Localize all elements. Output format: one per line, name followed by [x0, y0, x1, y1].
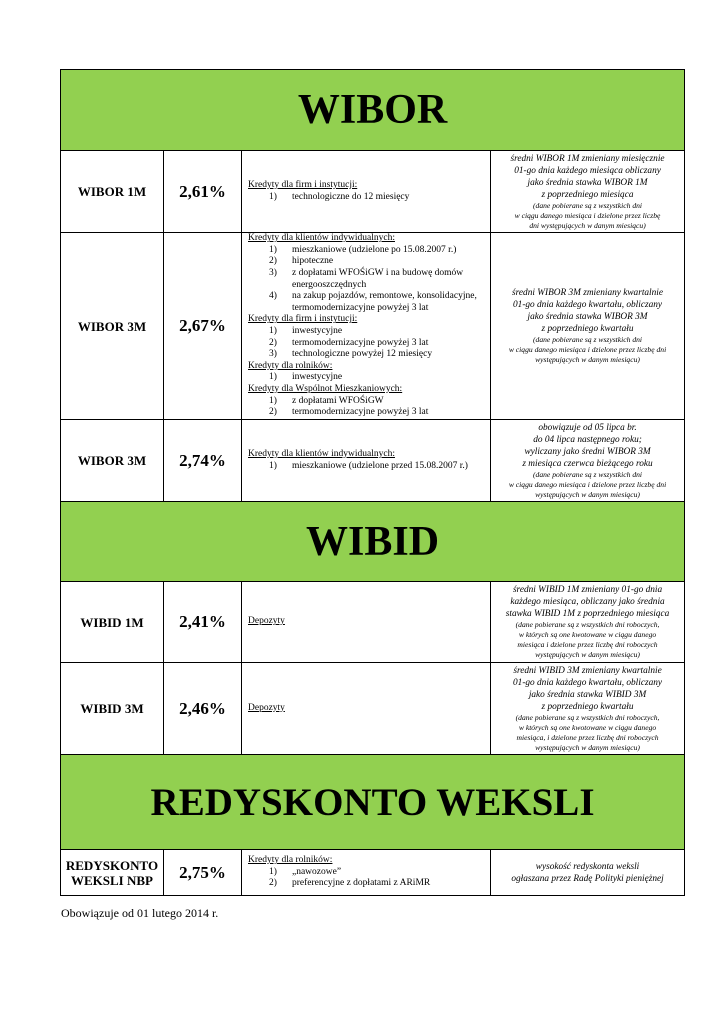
- rate-value: 2,74%: [164, 420, 242, 502]
- effective-date-note: Obowiązuje od 01 lutego 2014 r.: [61, 906, 219, 920]
- list-item: [269, 372, 486, 384]
- rate-note: [491, 420, 685, 502]
- rate-name: WIBOR 1M: [61, 151, 164, 233]
- rate-description: [242, 233, 491, 420]
- credit-group-title: Kredyty dla firm i instytucji:: [248, 314, 358, 325]
- note-line: wyliczany jako średni WIBOR 3M: [524, 446, 651, 457]
- credit-list: [248, 192, 486, 204]
- list-item: [269, 338, 486, 350]
- note-small-line: (dane pobierane są z wszystkich dni roboczych,: [515, 620, 660, 629]
- list-item-text: technologiczne powyżej 12 miesięcy: [292, 349, 433, 360]
- note-small-line: (dane pobierane są z wszystkich dni: [533, 200, 643, 210]
- note-small-line: miesiąca, i dzielone przez liczbę dni roboczych: [516, 732, 659, 742]
- note-line: jako średnia stawka WIBID 3M: [528, 689, 647, 700]
- list-item-number: 4): [269, 291, 277, 302]
- deposits-link[interactable]: Depozyty: [248, 702, 285, 713]
- list-item-number: 3): [269, 349, 277, 360]
- list-item-text: termomodernizacyjne powyżej 3 lat: [292, 337, 429, 348]
- note-line: 01-go dnia każdego kwartału, obliczany: [513, 677, 663, 688]
- list-item-number: 2): [269, 256, 277, 267]
- rate-note: [491, 850, 685, 896]
- note-small-line: dni występujących w danym miesiącu): [529, 220, 646, 230]
- rate-note: [491, 151, 685, 233]
- note-line: do 04 lipca następnego roku;: [533, 434, 642, 445]
- list-item-number: 2): [269, 407, 277, 418]
- credit-list: [248, 245, 486, 315]
- section-header-redyskonto: [61, 755, 685, 850]
- list-item-text: technologiczne do 12 miesięcy: [292, 191, 410, 202]
- note-line: 01-go dnia każdego miesiąca obliczany: [514, 165, 661, 176]
- list-item-number: 1): [269, 244, 277, 255]
- table-row: [61, 582, 685, 663]
- list-item-text: inwestycyjne: [292, 372, 343, 383]
- list-item-text: hipoteczne: [292, 256, 334, 267]
- list-item: [269, 256, 486, 268]
- section-title: REDYSKONTO WEKSLI: [150, 780, 595, 824]
- rate-description: [242, 850, 491, 896]
- note-line: średni WIBID 1M zmieniany 01-go dnia: [512, 585, 663, 595]
- note-line: każdego miesiąca, obliczany jako średnia: [510, 597, 665, 607]
- note-line: średni WIBOR 3M zmieniany kwartalnie: [512, 288, 663, 298]
- note-small-line: w których są one kwotowane w ciągu danego: [518, 722, 657, 732]
- rate-note: [491, 233, 685, 420]
- list-item-number: 1): [269, 866, 277, 877]
- list-item-text: „nawozowe”: [292, 866, 342, 877]
- note-small-line: miesiąca i dzielone przez liczbę dni roboczych: [517, 640, 658, 649]
- rate-name: WIBOR 3M: [61, 233, 164, 420]
- list-item: [269, 349, 486, 361]
- credit-list: [248, 396, 486, 419]
- rate-value: 2,75%: [164, 850, 242, 896]
- note-small-line: występujących w danym miesiącu): [535, 742, 640, 752]
- credit-group-title: Kredyty dla klientów indywidualnych:: [248, 233, 395, 244]
- list-item-text: na zakup pojazdów, remontowe, konsolidacyjne, termomodernizacyjne powyżej 3 lat: [292, 291, 477, 313]
- list-item: [269, 326, 486, 338]
- list-item-text: preferencyjne z dopłatami z ARiMR: [292, 878, 431, 889]
- rate-value: 2,46%: [164, 663, 242, 755]
- section-header-wibor: [61, 70, 685, 151]
- list-item: [269, 291, 486, 314]
- credit-group-title: Kredyty dla klientów indywidualnych:: [248, 448, 395, 459]
- note-small-line: występujących w danym miesiącu): [535, 650, 640, 659]
- rate-note: [491, 663, 685, 755]
- note-small-line: w ciągu danego miesiąca i dzielone przez liczbę: [514, 210, 661, 220]
- note-small-line: występujących w danym miesiącu): [535, 489, 640, 499]
- rate-name: [61, 850, 164, 896]
- rate-name: WIBID 1M: [61, 582, 164, 663]
- credit-group-title: Kredyty dla rolników:: [248, 360, 333, 371]
- rate-description: [242, 151, 491, 233]
- list-item-text: termomodernizacyjne powyżej 3 lat: [292, 407, 429, 418]
- list-item: [269, 268, 486, 291]
- rate-name: WIBOR 3M: [61, 420, 164, 502]
- list-item-number: 1): [269, 326, 277, 336]
- list-item-number: 1): [269, 372, 277, 383]
- rates-table: [60, 69, 685, 896]
- rate-name-line: REDYSKONTO: [65, 857, 159, 873]
- credit-list: [248, 867, 486, 890]
- list-item-text: inwestycyjne: [292, 326, 343, 336]
- note-line: jako średnia stawka WIBOR 1M: [527, 177, 648, 188]
- list-item: [269, 245, 486, 257]
- credit-list: [248, 372, 486, 384]
- table-row: [61, 850, 685, 896]
- list-item-number: 1): [269, 395, 277, 406]
- table-row: [61, 151, 685, 233]
- list-item-text: z dopłatami WFOŚiGW: [292, 395, 384, 406]
- list-item-number: 2): [269, 878, 277, 889]
- rate-value: 2,61%: [164, 151, 242, 233]
- list-item-number: 1): [269, 191, 277, 202]
- note-line: średni WIBID 3M zmieniany kwartalnie: [513, 665, 662, 676]
- section-title: WIBID: [306, 518, 440, 565]
- rate-value: 2,41%: [164, 582, 242, 663]
- list-item-number: 3): [269, 268, 277, 279]
- section-header-wibid: [61, 502, 685, 582]
- note-small-line: w których są one kwotowane w ciągu danego: [518, 630, 657, 639]
- list-item: [269, 396, 486, 408]
- credit-group-title: Kredyty dla rolników:: [248, 855, 333, 866]
- rate-name-line: WEKSLI NBP: [71, 872, 153, 888]
- note-line: obowiązuje od 05 lipca br.: [538, 422, 637, 433]
- rate-note: [491, 582, 685, 663]
- table-row: [61, 233, 685, 420]
- list-item: [269, 867, 486, 879]
- credit-group-title: Kredyty dla firm i instytucji:: [248, 179, 358, 190]
- note-small-line: (dane pobierane są z wszystkich dni: [533, 335, 643, 344]
- section-title: WIBOR: [297, 87, 448, 133]
- note-line: z poprzedniego miesiąca: [541, 189, 634, 200]
- table-row: [61, 663, 685, 755]
- rate-description: [242, 420, 491, 502]
- note-small-line: w ciągu danego miesiąca i dzielone przez liczbę dni: [508, 345, 667, 354]
- list-item-text: mieszkaniowe (udzielone po 15.08.2007 r.): [292, 244, 457, 255]
- credit-list: [248, 326, 486, 361]
- rate-name: WIBID 3M: [61, 663, 164, 755]
- note-small-line: (dane pobierane są z wszystkich dni roboczych,: [515, 712, 660, 722]
- note-line: z poprzedniego kwartału: [541, 324, 634, 334]
- note-line: 01-go dnia każdego kwartału, obliczany: [513, 300, 663, 310]
- list-item: [269, 878, 486, 890]
- rate-value: 2,67%: [164, 233, 242, 420]
- note-small-line: (dane pobierane są z wszystkich dni: [533, 469, 643, 479]
- table-row: [61, 420, 685, 502]
- note-line: wysokość redyskonta weksli: [535, 861, 640, 872]
- rate-description: [242, 663, 491, 755]
- list-item: [269, 461, 486, 473]
- deposits-link[interactable]: Depozyty: [248, 616, 285, 627]
- note-line: ogłaszana przez Radę Polityki pieniężnej: [511, 873, 664, 884]
- list-item-text: mieszkaniowe (udzielone przed 15.08.2007 r.): [292, 460, 468, 471]
- list-item-text: z dopłatami WFOŚiGW i na budowę domów energooszczędnych: [292, 268, 464, 290]
- note-line: średni WIBOR 1M zmieniany miesięcznie: [510, 153, 665, 164]
- rate-description: [242, 582, 491, 663]
- note-small-line: występujących w danym miesiącu): [535, 355, 640, 364]
- credit-list: [248, 461, 486, 473]
- note-line: z miesiąca czerwca bieżącego roku: [522, 458, 653, 469]
- note-line: z poprzedniego kwartału: [541, 701, 634, 712]
- list-item: [269, 192, 486, 204]
- note-line: jako średnia stawka WIBOR 3M: [527, 312, 648, 322]
- note-line: stawka WIBID 1M z poprzedniego miesiąca: [505, 609, 670, 619]
- note-small-line: w ciągu danego miesiąca i dzielone przez liczbę dni: [508, 479, 667, 489]
- list-item-number: 2): [269, 337, 277, 348]
- list-item: [269, 407, 486, 419]
- credit-group-title: Kredyty dla Wspólnot Mieszkaniowych:: [248, 383, 403, 394]
- list-item-number: 1): [269, 460, 277, 471]
